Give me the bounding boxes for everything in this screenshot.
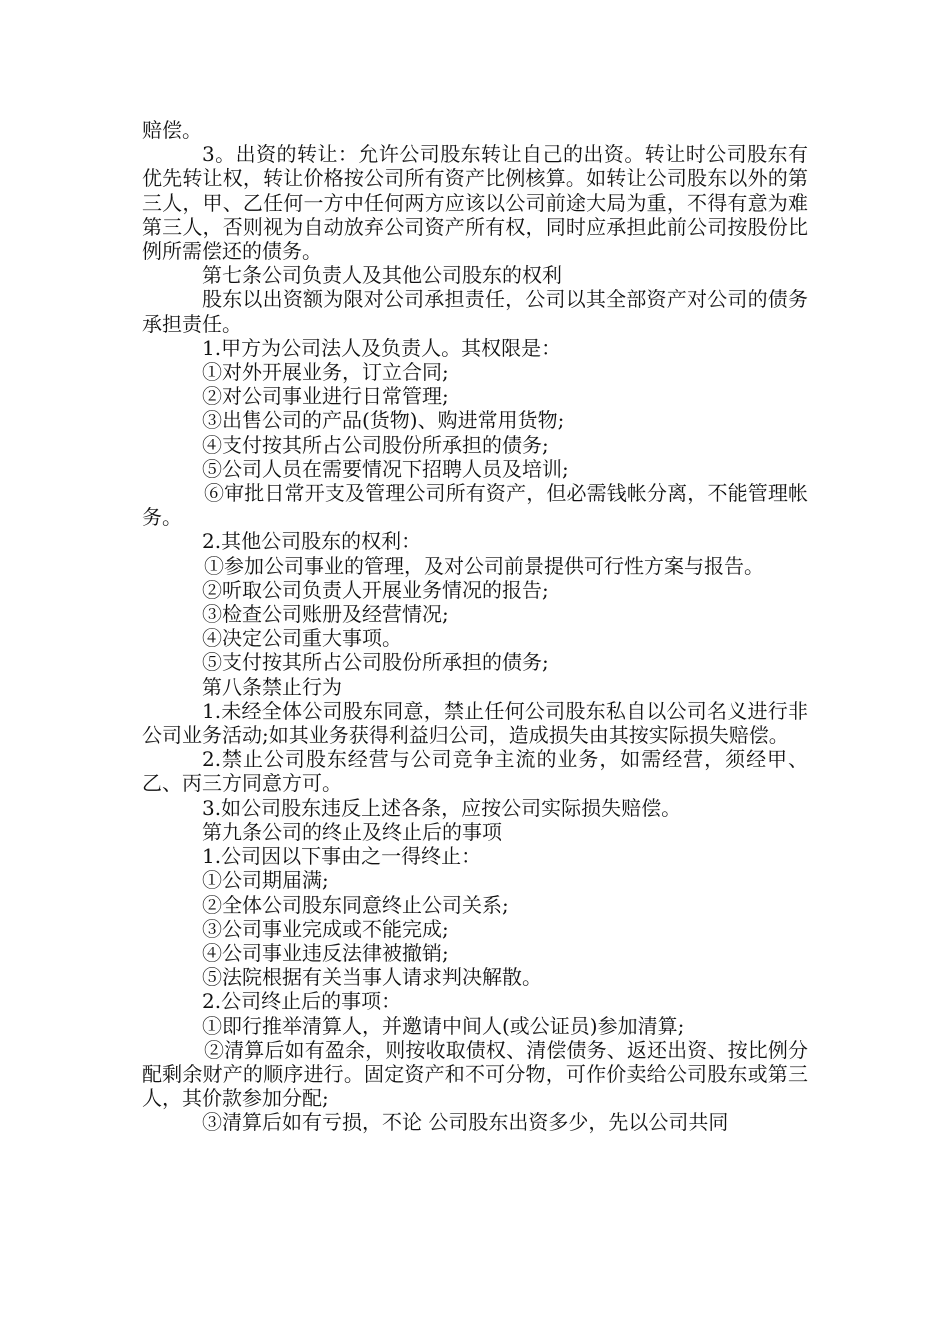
list-item: ①对外开展业务，订立合同; bbox=[202, 360, 449, 385]
paragraph: 赔偿。 bbox=[142, 118, 202, 142]
list-item: ④公司事业违反法律被撤销; bbox=[202, 940, 449, 965]
section-heading: 第九条公司的终止及终止后的事项 bbox=[202, 819, 502, 844]
paragraph: 3。出资的转让：允许公司股东转让自己的出资。转让时公司股东有优先转让权，转让价格按公司所有资产比例核算。如转让公司股东以外的第三人，甲、乙任何一方中任何两方应该以公司前途大局为重，不得有意为难第三人，否则视为自动放弃公司资产所有权，同时应承担此前公司按股份比例所需偿还的债务。 bbox=[142, 142, 808, 264]
paragraph: 3.如公司股东违反上述各条，应按公司实际损失赔偿。 bbox=[202, 795, 682, 820]
list-item: ②听取公司负责人开展业务情况的报告; bbox=[202, 577, 549, 602]
list-item: ②对公司事业进行日常管理; bbox=[202, 384, 449, 409]
list-item: ⑤法院根据有关当事人请求判决解散。 bbox=[202, 965, 542, 990]
list-item: ⑤公司人员在需要情况下招聘人员及培训; bbox=[202, 456, 569, 481]
paragraph: 股东以出资额为限对公司承担责任，公司以其全部资产对公司的债务承担责任。 bbox=[142, 287, 808, 336]
list-item: ③公司事业完成或不能完成; bbox=[202, 916, 449, 941]
list-heading: 1.公司因以下事由之一得终止： bbox=[202, 844, 482, 869]
list-item: ②全体公司股东同意终止公司关系; bbox=[202, 892, 509, 917]
section-heading: 第七条公司负责人及其他公司股东的权利 bbox=[202, 263, 562, 288]
list-item: ④决定公司重大事项。 bbox=[202, 626, 402, 651]
list-item: ①公司期届满; bbox=[202, 868, 329, 893]
list-heading: 1.甲方为公司法人及负责人。其权限是： bbox=[202, 335, 562, 360]
list-heading: 2.公司终止后的事项： bbox=[202, 989, 402, 1014]
list-item: ④支付按其所占公司股份所承担的债务; bbox=[202, 432, 549, 457]
list-item: ③出售公司的产品(货物)、购进常用货物; bbox=[202, 408, 565, 433]
list-item: ⑥审批日常开支及管理公司所有资产，但必需钱帐分离，不能管理帐务。 bbox=[142, 481, 808, 530]
document-page bbox=[142, 118, 808, 1135]
list-item: ③清算后如有亏损，不论 公司股东出资多少，先以公司共同 bbox=[202, 1110, 729, 1135]
list-item: ③检查公司账册及经营情况; bbox=[202, 602, 449, 627]
list-heading: 2.其他公司股东的权利： bbox=[202, 529, 422, 554]
section-heading: 第八条禁止行为 bbox=[202, 674, 342, 699]
paragraph: 2.禁止公司股东经营与公司竞争主流的业务，如需经营，须经甲、乙、丙三方同意方可。 bbox=[142, 747, 808, 796]
paragraph: 1.未经全体公司股东同意，禁止任何公司股东私自以公司名义进行非公司业务活动;如其业务获得利益归公司，造成损失由其按实际损失赔偿。 bbox=[142, 698, 808, 748]
list-item: ①即行推举清算人，并邀请中间人(或公证员)参加清算; bbox=[202, 1013, 685, 1038]
list-item: ①参加公司事业的管理，及对公司前景提供可行性方案与报告。 bbox=[204, 553, 764, 578]
list-item: ⑤支付按其所占公司股份所承担的债务; bbox=[202, 650, 549, 675]
list-item: ②清算后如有盈余，则按收取债权、清偿债务、返还出资、按比例分配剩余财产的顺序进行。固定资产和不可分物，可作价卖给公司股东或第三人，其价款参加分配; bbox=[142, 1037, 808, 1111]
